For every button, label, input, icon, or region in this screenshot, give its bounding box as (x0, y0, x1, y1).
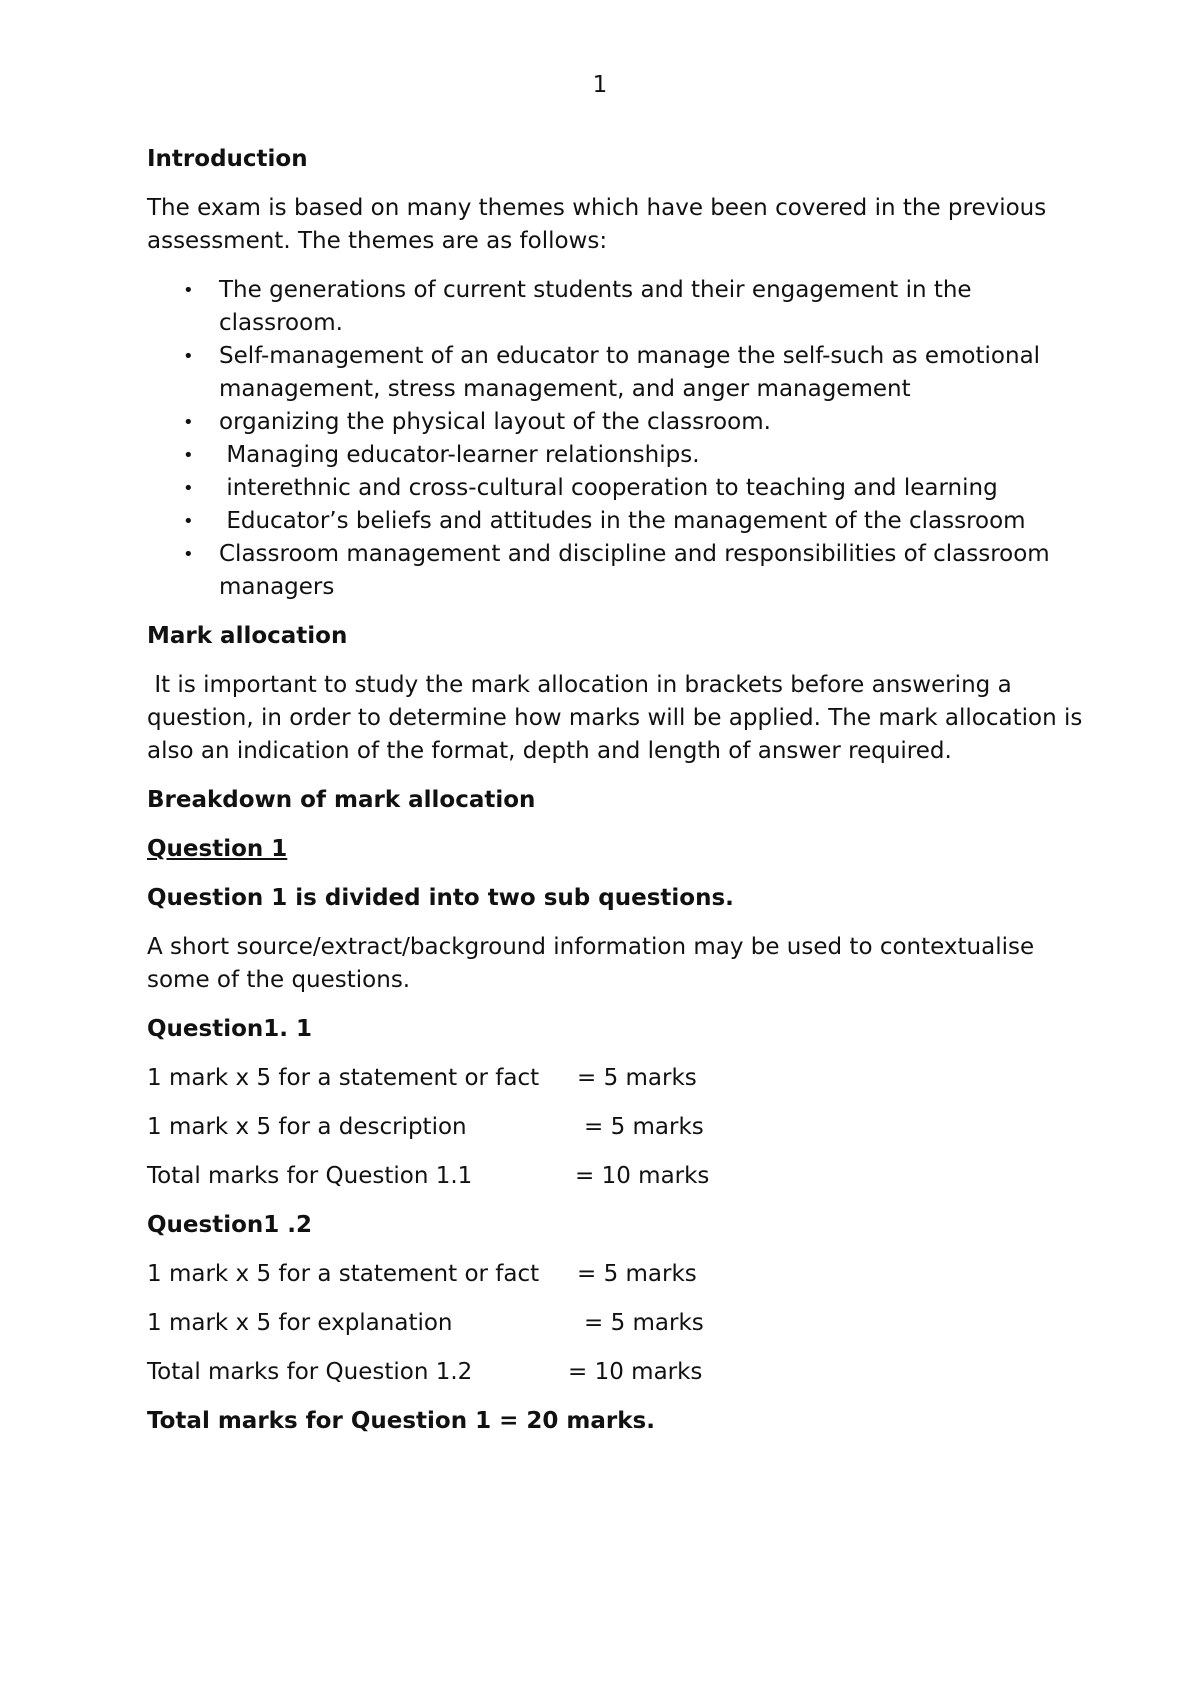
mark-row-label: 1 mark x 5 for explanation (147, 1310, 453, 1336)
question-1-title: Question 1 (147, 836, 288, 862)
list-item (183, 340, 1087, 406)
mark-allocation-text: It is important to study the mark allocation in brackets before answering a question, in order to determine how marks will be applied. The mark allocation is also an indication of the format, depth and length of answer required. (147, 672, 1090, 764)
mark-row-value: = 10 marks (575, 1163, 710, 1189)
mark-row (147, 1356, 1087, 1389)
bullet-icon: • (183, 478, 194, 499)
mark-row-value: = 5 marks (584, 1310, 704, 1336)
page-number: 1 (592, 72, 608, 98)
mark-row (147, 1062, 1087, 1095)
list-item (183, 505, 1087, 538)
introduction-heading: Introduction (147, 146, 308, 172)
list-item (183, 439, 1087, 472)
list-item (183, 472, 1087, 505)
theme-text: interethnic and cross-cultural cooperation to teaching and learning (219, 475, 998, 501)
list-item (183, 538, 1087, 604)
theme-text: Self-management of an educator to manage the self-such as emotional management, stress management, and anger management (219, 343, 1041, 402)
introduction-text: The exam is based on many themes which have been covered in the previous assessment. The themes are as follows: (147, 195, 1047, 254)
mark-allocation-heading: Mark allocation (147, 623, 348, 649)
breakdown-heading: Breakdown of mark allocation (147, 787, 536, 813)
theme-text: Educator’s beliefs and attitudes in the management of the classroom (219, 508, 1026, 534)
mark-row-value: = 5 marks (584, 1114, 704, 1140)
theme-text: The generations of current students and their engagement in the classroom. (219, 277, 972, 336)
mark-row-label: Total marks for Question 1.2 (147, 1359, 473, 1385)
question-1-2-heading: Question1 .2 (147, 1212, 313, 1238)
list-item (183, 406, 1087, 439)
theme-text: organizing the physical layout of the classroom. (219, 409, 771, 435)
mark-row (147, 1307, 1087, 1340)
mark-row (147, 1258, 1087, 1291)
mark-row-label: Total marks for Question 1.1 (147, 1163, 473, 1189)
document-body (147, 143, 1090, 1454)
question-1-1-heading: Question1. 1 (147, 1016, 313, 1042)
question-1-total: Total marks for Question 1 = 20 marks. (147, 1408, 655, 1434)
bullet-icon: • (183, 412, 194, 433)
bullet-icon: • (183, 511, 194, 532)
bullet-icon: • (183, 445, 194, 466)
question-1-subtitle: Question 1 is divided into two sub questions. (147, 885, 734, 911)
theme-text: Managing educator-learner relationships. (219, 442, 700, 468)
bullet-icon: • (183, 280, 194, 301)
theme-text: Classroom management and discipline and responsibilities of classroom managers (219, 541, 1050, 600)
mark-row-label: 1 mark x 5 for a statement or fact (147, 1065, 540, 1091)
mark-row (147, 1111, 1087, 1144)
mark-row (147, 1160, 1087, 1193)
context-text: A short source/extract/background information may be used to contextualise some of the questions. (147, 934, 1035, 993)
bullet-icon: • (183, 544, 194, 565)
list-item (183, 274, 1087, 340)
mark-row-label: 1 mark x 5 for a statement or fact (147, 1261, 540, 1287)
bullet-icon: • (183, 346, 194, 367)
mark-row-value: = 5 marks (577, 1065, 697, 1091)
mark-row-value: = 5 marks (577, 1261, 697, 1287)
mark-row-label: 1 mark x 5 for a description (147, 1114, 467, 1140)
themes-list (147, 274, 1087, 604)
mark-row-value: = 10 marks (568, 1359, 703, 1385)
